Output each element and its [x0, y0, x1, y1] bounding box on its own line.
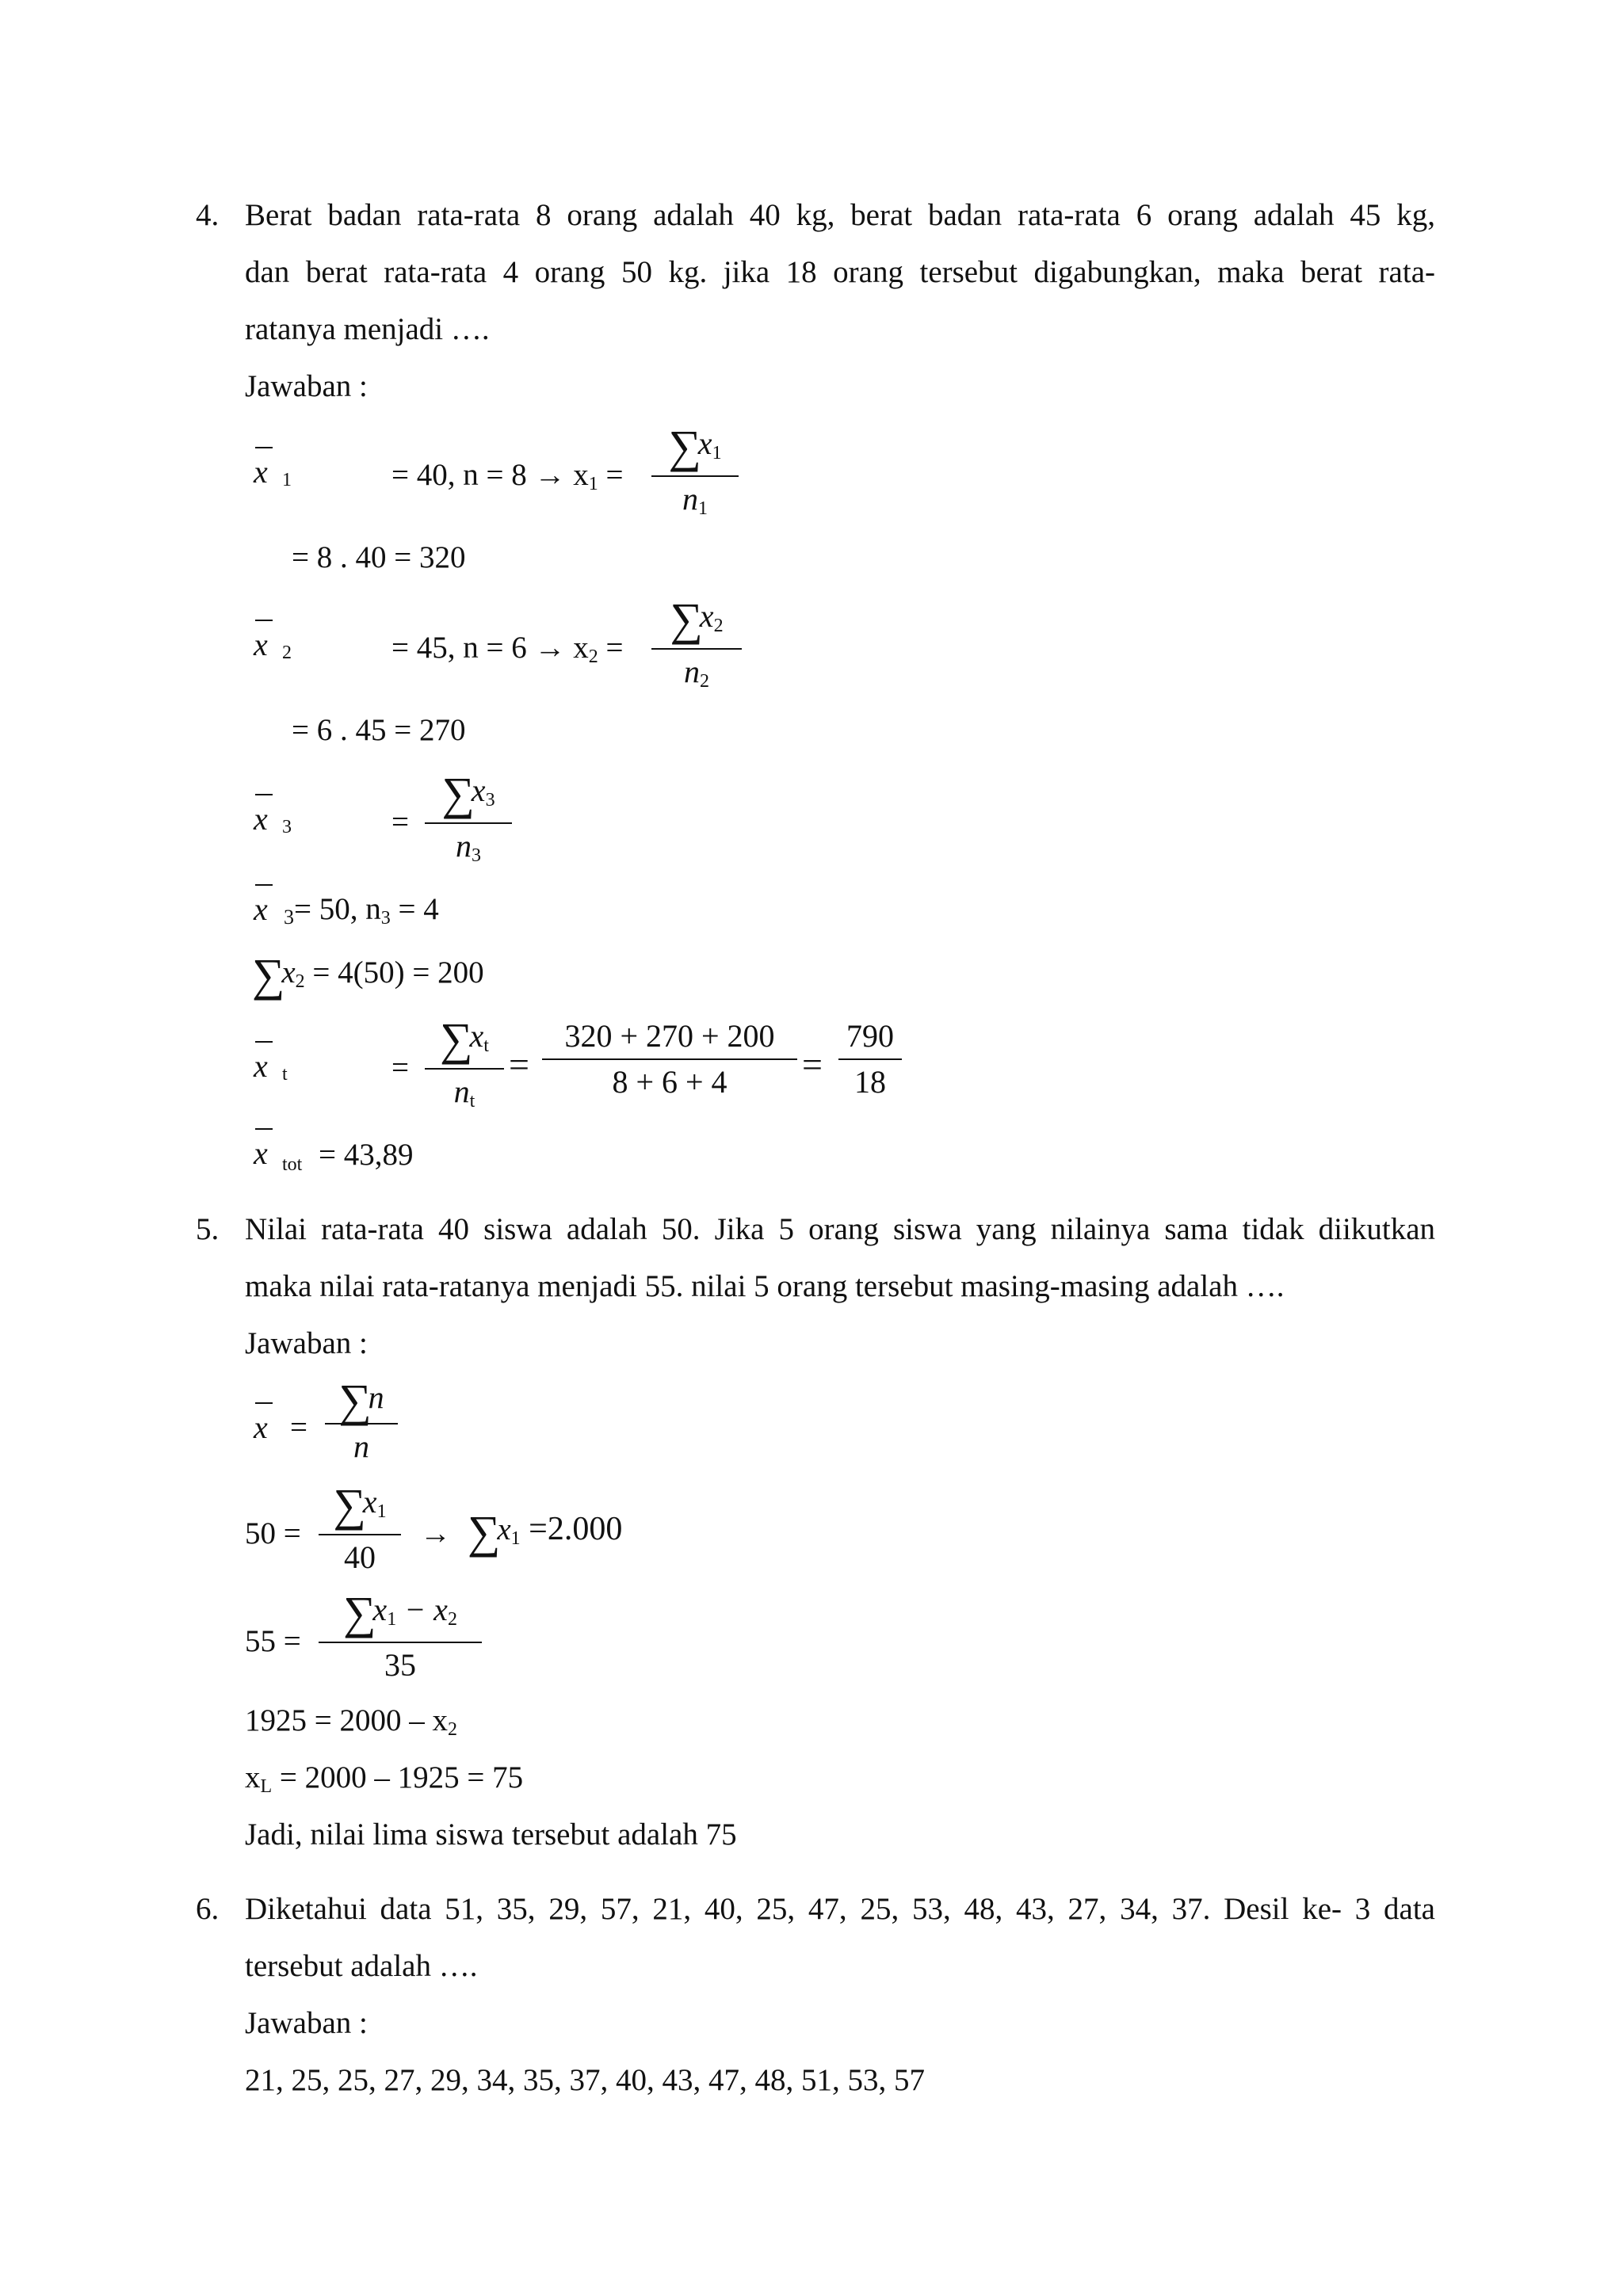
q5-line1: Nilai rata-rata 40 siswa adalah 50. Jika 5 orang siswa yang nilainya sama tidak diikutkan [245, 1212, 1435, 1246]
q6-number: 6. [196, 1892, 220, 1926]
q6-line1: Diketahui data 51, 35, 29, 57, 21, 40, 25, 47, 25, 53, 48, 43, 27, 34, 37. Desil ke- 3 data [245, 1892, 1435, 1926]
xbar-symbol: x [254, 1409, 268, 1445]
q4-s3b-line: $_3$= 50, $n_3 = 4$ [284, 892, 439, 929]
q4-total: = 43,89 [319, 1138, 414, 1172]
q4-st-fraction3: 790 18 [838, 1017, 902, 1101]
q4-st-fraction2: 320 + 270 + 200 8 + 6 + 4 [542, 1017, 797, 1101]
q4-s1-eq: = 40, $n = 8 \to x_1$ = [391, 458, 624, 494]
q4-st-fraction1: $\sum x_t$ $n_t$ [425, 1017, 504, 1120]
sigma-icon: ∑ [252, 949, 285, 1001]
xbar-symbol: x [254, 627, 268, 662]
xbar-index: 1 [282, 470, 292, 490]
q4-line2: dan berat rata-rata 4 orang 50 kg. jika 18 orang tersebut digabungkan, maka berat rata- [245, 255, 1435, 289]
q5-f55-fraction: $\sum x_1 - x_2$ 35 [319, 1591, 482, 1684]
q4-st-eq: = [391, 1051, 409, 1085]
xbar-index: t [282, 1064, 288, 1085]
xbar-symbol: x [254, 891, 268, 927]
sigma-icon: ∑ [333, 1479, 366, 1531]
q4-st-eq2: = [509, 1044, 529, 1085]
q6-line2: tersebut adalah …. [245, 1949, 478, 1983]
q5-f55-lhs: 55 = [245, 1624, 301, 1658]
q4-sum-line: $\sum x_2 = 4(50) = 200$ [252, 949, 484, 1001]
q4-answer-label: Jawaban : [245, 369, 368, 403]
q5-conclusion: Jadi, nilai lima siswa tersebut adalah 75 [245, 1817, 737, 1852]
q4-line1: Berat badan rata-rata 8 orang adalah 40 kg, berat badan rata-rata 6 orang adalah 45 kg, [245, 198, 1435, 232]
sigma-icon: ∑ [440, 1013, 473, 1065]
q4-s2-eq: = 45, $n = 6 \to x_2$ = [391, 631, 624, 667]
q6-answer-label: Jawaban : [245, 2006, 368, 2040]
xbar-symbol: x [254, 454, 268, 490]
q5-mean-fraction: ∑n n [325, 1379, 398, 1466]
q4-s2-fraction: $\sum x_2$ $n_2$ [651, 597, 742, 700]
sigma-icon: ∑ [468, 1506, 501, 1558]
sigma-icon: ∑ [338, 1375, 372, 1426]
q4-number: 4. [196, 198, 220, 232]
q4-s3-eq: = [391, 805, 409, 839]
sigma-icon: ∑ [343, 1587, 376, 1638]
arrow-icon: → [420, 1516, 451, 1550]
xbar-index: 2 [282, 643, 292, 663]
sigma-icon: ∑ [668, 421, 701, 472]
q5-mean-eq: = [290, 1410, 307, 1444]
q4-st-eq3: = [802, 1044, 823, 1085]
q4-line3: ratanya menjadi …. [245, 312, 490, 346]
q5-f50-rhs: $\sum x_1 =2.000$ [468, 1506, 623, 1558]
xbar-index: tot [282, 1154, 303, 1175]
xbar-symbol: x [254, 801, 268, 837]
q4-s1-fraction: $\sum x_1$ $n_1$ [651, 425, 739, 528]
q5-f50-lhs: 50 = [245, 1516, 301, 1550]
q6-sorted-data: 21, 25, 25, 27, 29, 34, 35, 37, 40, 43, 47, 48, 51, 53, 57 [245, 2063, 925, 2097]
q5-number: 5. [196, 1212, 220, 1246]
q5-line2: maka nilai rata-ratanya menjadi 55. nilai 5 orang tersebut masing-masing adalah …. [245, 1269, 1285, 1303]
sigma-icon: ∑ [670, 593, 703, 645]
xbar-index: 3 [282, 817, 292, 837]
q5-line-xl: $x_L = 2000 - 1925 = 75$ [245, 1760, 524, 1797]
sigma-icon: ∑ [441, 768, 475, 819]
xbar-symbol: x [254, 1048, 268, 1084]
q4-s3-fraction: $\sum x_3$ $n_3$ [425, 772, 512, 875]
q5-line-1925: $1925 = 2000 - x_2$ [245, 1703, 457, 1740]
q4-s2-result: = 6 . 45 = 270 [292, 713, 466, 747]
xbar-symbol: x [254, 1135, 268, 1171]
q4-s1-result: = 8 . 40 = 320 [292, 540, 466, 574]
q5-answer-label: Jawaban : [245, 1326, 368, 1360]
q5-f50-fraction: $\sum x_1$ 40 [319, 1483, 401, 1577]
